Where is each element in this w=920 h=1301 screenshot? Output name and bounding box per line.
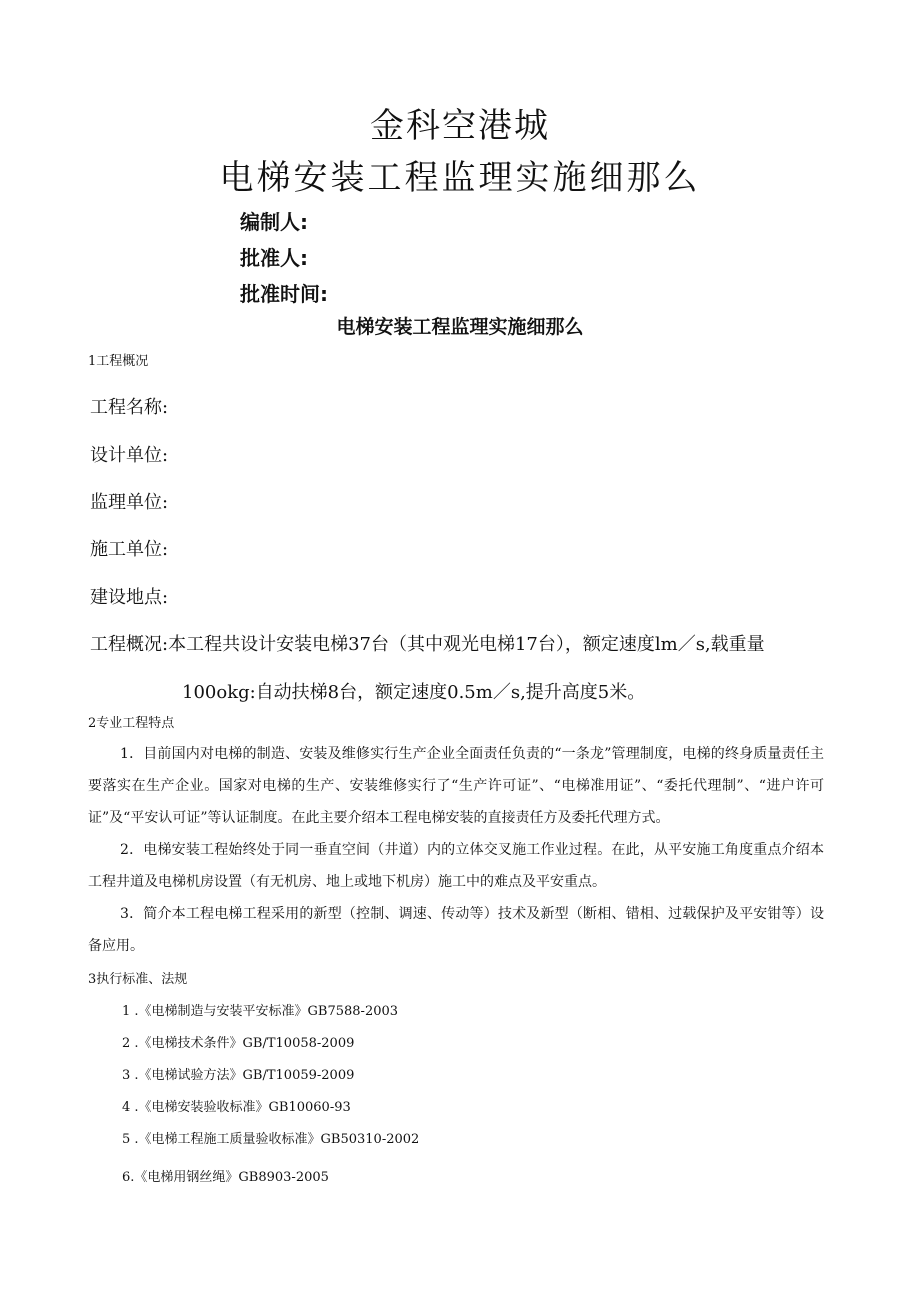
standard-item: 5 .《电梯工程施工质量验收标准》GB50310-2002 — [122, 1132, 420, 1147]
standard-item: 2 .《电梯技术条件》GB/T10058-2009 — [122, 1036, 355, 1051]
section-heading-features: 2专业工程特点 — [88, 716, 175, 731]
meta-approve-time: 批准时间: — [240, 282, 328, 306]
feature-paragraph-3: 3．简介本工程电梯工程采用的新型（控制、调速、传动等）技术及新型（断相、错相、过载保护及平安钳等）设备应用。 — [88, 906, 824, 954]
standard-item: 1 .《电梯制造与安装平安标准》GB7588-2003 — [122, 1004, 399, 1019]
section-heading-overview: 1工程概况 — [88, 354, 149, 369]
standard-item: 6.《电梯用钢丝绳》GB8903-2005 — [122, 1170, 329, 1185]
document-subtitle: 电梯安装工程监理实施细那么 — [336, 316, 584, 338]
standard-item: 3 .《电梯试验方法》GB/T10059-2009 — [122, 1068, 355, 1083]
feature-paragraph-1: 1．目前国内对电梯的制造、安装及维修实行生产企业全面责任负责的“一条龙”管理制度，电梯的终身质量责任主要落实在生产企业。国家对电梯的生产、安装维修实行了“生产许可证”、“电梯准用证”、“委托代理制”、“进户许可证”及“平安认可证”等认证制度。在此主要介绍本工程电梯安装的直接责任方及委托代理方式。 — [88, 746, 824, 826]
document-title-project: 金科空港城 — [370, 106, 550, 146]
project-overview-line1: 工程概况:本工程共设计安装电梯37台（其中观光电梯17台），额定速度lm／s,载重量 — [90, 634, 765, 655]
feature-paragraph-2: 2．电梯安装工程始终处于同一垂直空间（井道）内的立体交叉施工作业过程。在此，从平安施工角度重点介绍本工程井道及电梯机房设置（有无机房、地上或地下机房）施工中的难点及平安重点。 — [88, 842, 824, 890]
field-site-location: 建设地点: — [90, 587, 169, 608]
meta-compiler: 编制人: — [240, 210, 308, 234]
field-design-unit: 设计单位: — [90, 445, 169, 466]
section-heading-standards: 3执行标准、法规 — [88, 972, 188, 987]
field-construction-unit: 施工单位: — [90, 539, 169, 560]
standard-item: 4 .《电梯安装验收标准》GB10060-93 — [122, 1100, 351, 1115]
field-project-name: 工程名称: — [90, 397, 169, 418]
meta-approver: 批准人: — [240, 246, 308, 270]
document-title-main: 电梯安装工程监理实施细那么 — [219, 158, 701, 198]
project-overview-line2: 100okg:自动扶梯8台，额定速度0.5m／s,提升高度5米。 — [182, 682, 646, 703]
field-supervision-unit: 监理单位: — [90, 492, 169, 513]
